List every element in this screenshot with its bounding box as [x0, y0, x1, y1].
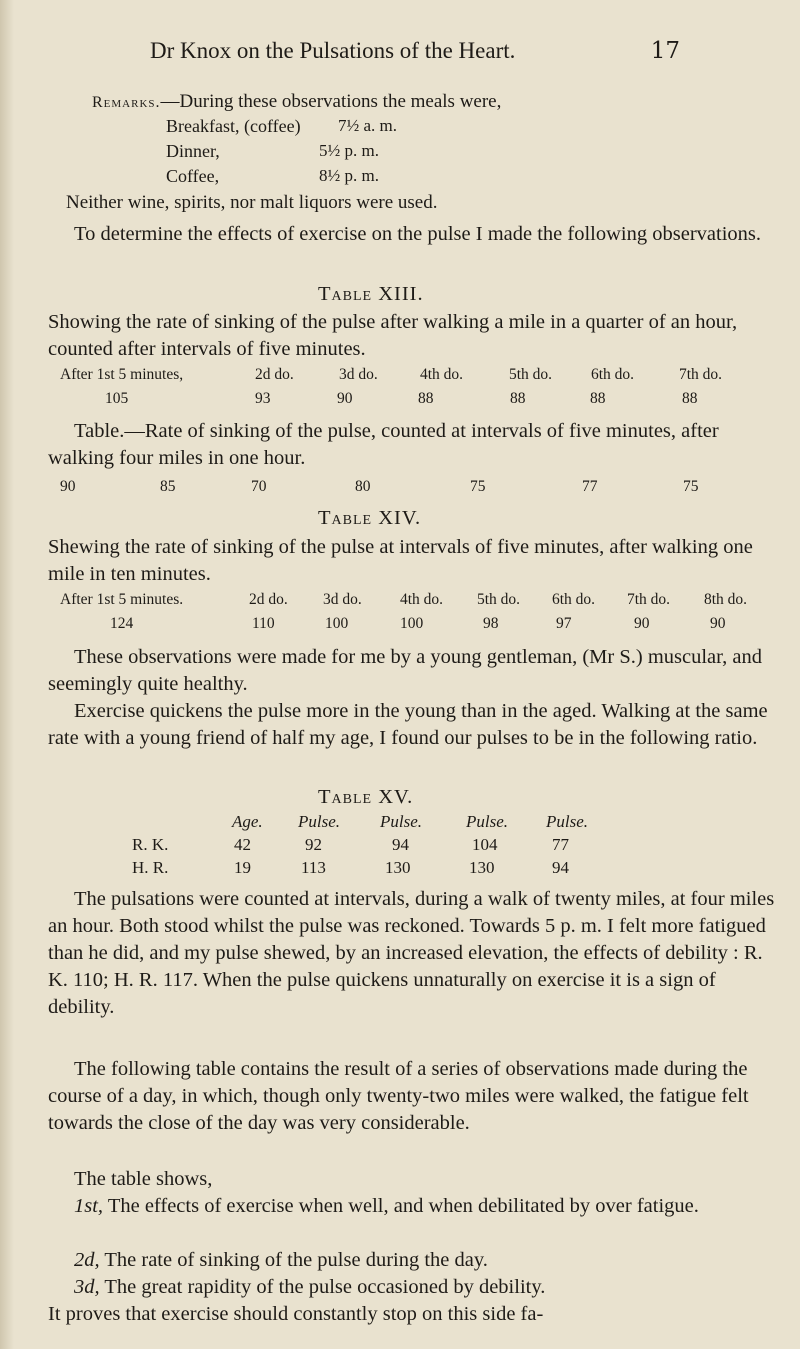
table-14-value: 98 — [483, 615, 499, 632]
table-13-label: After 1st 5 minutes, — [60, 366, 184, 383]
table-13-title: Table XIII. — [318, 283, 424, 305]
table-14-value: 97 — [556, 615, 572, 632]
table-15-row-name: H. R. — [132, 858, 169, 877]
table-14-label: 4th do. — [400, 591, 444, 608]
meal-name: Dinner, — [166, 141, 220, 161]
page-number: 17 — [650, 38, 680, 64]
item-text: The effects of exercise when well, and when debilitated by over fatigue. — [107, 1195, 699, 1217]
table-four-value: 70 — [251, 478, 267, 495]
table-13-value: 90 — [337, 390, 353, 407]
table-14-label: 2d do. — [249, 591, 288, 608]
paragraph-following: The following table contains the result of a series of observations made during the course of a day, in which, though only twenty-two miles were walked, the fatigue felt towards the close of the day was very considerable. — [48, 1058, 749, 1134]
item-text: The rate of sinking of the pulse during the day. — [104, 1249, 488, 1271]
table-15-title: Table XV. — [318, 786, 414, 808]
running-header — [150, 38, 680, 64]
table-13-label: 2d do. — [255, 366, 294, 383]
table-four-value: 77 — [582, 478, 598, 495]
table-13-label: 4th do. — [420, 366, 464, 383]
table-14-value: 90 — [710, 615, 726, 632]
table-15-header-cell: Age. — [232, 812, 263, 831]
table-15-cell: 92 — [305, 835, 322, 854]
table-15-cell: 130 — [469, 858, 495, 877]
table-13-value: 88 — [418, 390, 434, 407]
table-15-header-cell: Pulse. — [380, 812, 423, 831]
table-15-header-cell: Pulse. — [546, 812, 589, 831]
remarks-after: Neither wine, spirits, nor malt liquors were used. — [66, 192, 438, 213]
table-13-value: 88 — [590, 390, 606, 407]
table-13-caption: Showing the rate of sinking of the pulse after walking a mile in a quarter of an hour, counted after intervals of five minutes. — [48, 311, 738, 360]
table-four-caption: Table.—Rate of sinking of the pulse, counted at intervals of five minutes, after walking four miles in one hour. — [48, 420, 719, 469]
paragraph-exercise: To determine the effects of exercise on the pulse I made the following observations. — [74, 223, 761, 245]
table-14-label: After 1st 5 minutes. — [60, 591, 184, 608]
table-13-label: 6th do. — [591, 366, 635, 383]
table-four-value: 80 — [355, 478, 371, 495]
table-15-header-cell: Pulse. — [298, 812, 341, 831]
item-text: The great rapidity of the pulse occasioned by debility. — [104, 1276, 546, 1298]
table-14-value: 100 — [325, 615, 349, 632]
table-four-value: 75 — [470, 478, 486, 495]
item-number: 3d, — [74, 1276, 100, 1298]
list-item — [48, 1193, 778, 1220]
item-number: 1st, — [74, 1195, 104, 1217]
paragraph-observed: These observations were made for me by a young gentleman, (Mr S.) muscular, and seemingly quite healthy. — [48, 646, 763, 695]
table-14-value: 110 — [252, 615, 275, 632]
table-15-cell: 104 — [472, 835, 498, 854]
remarks-text: —During these observations the meals were, — [160, 91, 502, 112]
table-14-label: 7th do. — [627, 591, 671, 608]
table-13-value: 93 — [255, 390, 271, 407]
table-15-cell: 94 — [392, 835, 409, 854]
table-14-label: 6th do. — [552, 591, 596, 608]
table-14-label: 3d do. — [323, 591, 362, 608]
meal-name: Breakfast, (coffee) — [166, 116, 301, 136]
table-15-cell: 113 — [301, 858, 326, 877]
table-14-caption: Shewing the rate of sinking of the pulse at intervals of five minutes, after walking one mile in ten minutes. — [48, 536, 753, 585]
list-item — [48, 1247, 778, 1274]
paragraph-quickens: Exercise quickens the pulse more in the young than in the aged. Walking at the same rate with a young friend of half my age, I found our pulses to be in the following ratio. — [48, 700, 768, 749]
running-title: Dr Knox on the Pulsations of the Heart. — [150, 38, 516, 63]
table-13-value: 88 — [682, 390, 698, 407]
paragraph-shows: The table shows, — [74, 1168, 213, 1190]
remarks-lead: Remarks. — [92, 94, 161, 111]
table-four-value: 85 — [160, 478, 176, 495]
table-13-label: 7th do. — [679, 366, 723, 383]
table-four-value: 90 — [60, 478, 76, 495]
table-14-label: 5th do. — [477, 591, 521, 608]
table-15-cell: 77 — [552, 835, 569, 854]
table-15-row-name: R. K. — [132, 835, 169, 854]
meal-time: 8½ p. m. — [319, 166, 379, 185]
meal-time: 7½ a. m. — [338, 116, 398, 135]
remarks-line — [92, 88, 800, 116]
page-gutter-shadow — [0, 0, 14, 1349]
table-14-value: 90 — [634, 615, 650, 632]
item-number: 2d, — [74, 1249, 100, 1271]
table-15-cell: 19 — [234, 858, 251, 877]
paragraph-proves: It proves that exercise should constantly stop on this side fa- — [48, 1303, 544, 1325]
meal-name: Coffee, — [166, 166, 220, 186]
table-13-value: 88 — [510, 390, 526, 407]
table-14-value: 100 — [400, 615, 424, 632]
paragraph-pulsations: The pulsations were counted at intervals, during a walk of twenty miles, at four miles an hour. Both stood whilst the pulse was reckoned. Towards 5 p. m. I felt more fatigued than he did, and my pulse shewed, by an increased elevation, the effects of debility : R. K. 110; H. R. 117. When the pulse quickens unnaturally on exercise it is a sign of debility. — [48, 888, 775, 1018]
table-13-label: 3d do. — [339, 366, 378, 383]
list-item — [48, 1274, 778, 1301]
table-13-label: 5th do. — [509, 366, 553, 383]
table-14-title: Table XIV. — [318, 507, 422, 529]
table-15-cell: 130 — [385, 858, 411, 877]
table-15-header-cell: Pulse. — [466, 812, 509, 831]
meal-time: 5½ p. m. — [319, 141, 379, 160]
table-15-cell: 42 — [234, 835, 251, 854]
table-14-label: 8th do. — [704, 591, 748, 608]
table-14-value: 124 — [110, 615, 134, 632]
table-four-value: 75 — [683, 478, 699, 495]
table-15-cell: 94 — [552, 858, 569, 877]
table-13-value: 105 — [105, 390, 129, 407]
